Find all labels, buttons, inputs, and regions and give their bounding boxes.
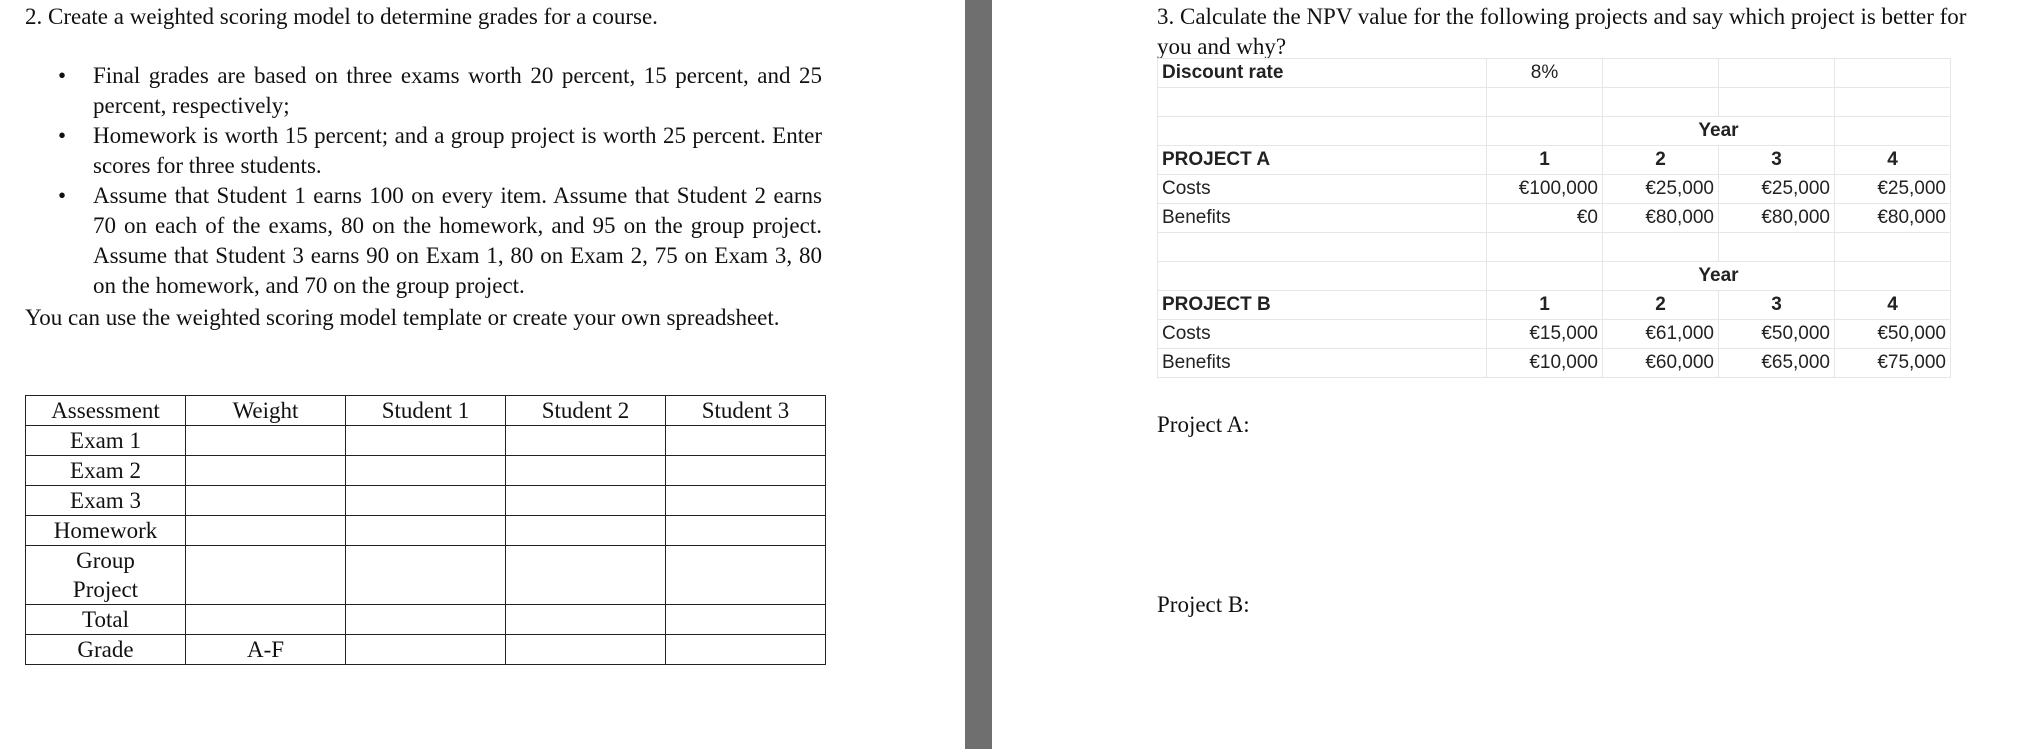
requirements-list — [25, 61, 822, 301]
row-label: Grade — [26, 635, 186, 665]
table-cell — [506, 546, 666, 605]
spreadsheet-cell — [1835, 262, 1951, 291]
table-cell — [506, 486, 666, 516]
project-b-benefits-row — [1158, 349, 1951, 378]
table-header-row — [26, 396, 826, 426]
table-cell — [346, 486, 506, 516]
benefit-value: €60,000 — [1603, 349, 1719, 378]
benefits-label: Benefits — [1158, 204, 1487, 233]
project-a-benefits-row — [1158, 204, 1951, 233]
year-number: 4 — [1835, 291, 1951, 320]
bullet-text: Assume that Student 1 earns 100 on every item. Assume that Student 2 earns 70 on each of the exams, 80 on the homework, and 95 on the group project. Assume that Student 3 earns 90 on Exam 1, 80 on Exam 2, 75 on Exam 3, 80 on the homework, and 70 on the group project. — [93, 183, 822, 298]
benefit-value: €65,000 — [1719, 349, 1835, 378]
spreadsheet-cell — [1158, 117, 1487, 146]
costs-label: Costs — [1158, 320, 1487, 349]
benefit-value: €80,000 — [1835, 204, 1951, 233]
benefit-value: €80,000 — [1603, 204, 1719, 233]
row-label: Exam 1 — [26, 426, 186, 456]
table-cell — [666, 486, 826, 516]
row-label: Total — [26, 605, 186, 635]
project-a-costs-row — [1158, 175, 1951, 204]
header-assessment: Assessment — [26, 396, 186, 426]
row-label: Exam 3 — [26, 486, 186, 516]
spreadsheet-cell — [1487, 117, 1603, 146]
list-item — [25, 121, 822, 181]
project-b-label: PROJECT B — [1158, 291, 1487, 320]
table-cell — [506, 426, 666, 456]
npv-spreadsheet — [1157, 58, 1951, 378]
spreadsheet-cell — [1158, 88, 1487, 117]
cost-value: €100,000 — [1487, 175, 1603, 204]
year-number: 2 — [1603, 146, 1719, 175]
header-student-3: Student 3 — [666, 396, 826, 426]
table-cell — [506, 456, 666, 486]
spacer-row — [1158, 88, 1951, 117]
table-cell — [666, 635, 826, 665]
table-cell — [506, 635, 666, 665]
table-cell — [186, 605, 346, 635]
spreadsheet-cell — [1835, 59, 1951, 88]
weighted-scoring-table — [25, 395, 826, 665]
project-b-answer-label: Project B: — [1157, 592, 1250, 617]
year-label-a: Year — [1603, 117, 1835, 146]
bullet-text: Final grades are based on three exams worth 20 percent, 15 percent, and 25 percent, respectively; — [93, 63, 822, 118]
cost-value: €25,000 — [1719, 175, 1835, 204]
year-number: 4 — [1835, 146, 1951, 175]
table-cell — [346, 605, 506, 635]
year-number: 1 — [1487, 291, 1603, 320]
cost-value: €61,000 — [1603, 320, 1719, 349]
spreadsheet-cell — [1835, 233, 1951, 262]
table-cell — [186, 456, 346, 486]
table-cell — [346, 635, 506, 665]
table-row — [26, 426, 826, 456]
cost-value: €50,000 — [1719, 320, 1835, 349]
spreadsheet-cell — [1835, 117, 1951, 146]
list-item — [25, 61, 822, 121]
spreadsheet-cell — [1603, 233, 1719, 262]
table-cell — [666, 546, 826, 605]
benefits-label: Benefits — [1158, 349, 1487, 378]
costs-label: Costs — [1158, 175, 1487, 204]
row-label: Homework — [26, 516, 186, 546]
table-cell — [346, 516, 506, 546]
row-label-text: Group Project — [72, 548, 139, 602]
table-cell — [666, 426, 826, 456]
spreadsheet-cell — [1487, 262, 1603, 291]
spreadsheet-cell — [1487, 233, 1603, 262]
table-cell — [186, 516, 346, 546]
spreadsheet-cell — [1603, 88, 1719, 117]
discount-row — [1158, 59, 1951, 88]
cost-value: €25,000 — [1835, 175, 1951, 204]
table-cell — [666, 456, 826, 486]
row-label — [26, 546, 186, 605]
header-student-1: Student 1 — [346, 396, 506, 426]
question-3-heading: 3. Calculate the NPV value for the following projects and say which project is better for you and why? — [1157, 4, 1967, 59]
year-number: 1 — [1487, 146, 1603, 175]
spreadsheet-cell — [1719, 59, 1835, 88]
list-item — [25, 181, 822, 301]
table-cell — [186, 486, 346, 516]
bullet-text: Homework is worth 15 percent; and a group project is worth 25 percent. Enter scores for three students. — [93, 123, 822, 178]
left-page — [0, 0, 965, 749]
discount-rate-label: Discount rate — [1158, 59, 1487, 88]
cost-value: €50,000 — [1835, 320, 1951, 349]
project-a-header-row — [1158, 146, 1951, 175]
cost-value: €15,000 — [1487, 320, 1603, 349]
cost-value: €25,000 — [1603, 175, 1719, 204]
table-cell — [346, 456, 506, 486]
question-2-heading: 2. Create a weighted scoring model to determine grades for a course. — [25, 4, 658, 29]
npv-table — [1157, 58, 1951, 378]
bullet-icon: • — [58, 123, 67, 148]
bullet-icon: • — [58, 183, 67, 208]
spreadsheet-cell — [1603, 59, 1719, 88]
spreadsheet-cell — [1158, 233, 1487, 262]
benefit-value: €80,000 — [1719, 204, 1835, 233]
year-number: 3 — [1719, 146, 1835, 175]
table-cell — [186, 426, 346, 456]
right-page — [992, 0, 2042, 749]
template-note: You can use the weighted scoring model template or create your own spreadsheet. — [25, 305, 780, 330]
table-cell: A-F — [186, 635, 346, 665]
project-a-label: PROJECT A — [1158, 146, 1487, 175]
table-cell — [666, 605, 826, 635]
table-row — [26, 546, 826, 605]
table-cell — [186, 546, 346, 605]
header-student-2: Student 2 — [506, 396, 666, 426]
table-cell — [666, 516, 826, 546]
table-cell — [506, 605, 666, 635]
table-cell — [506, 516, 666, 546]
spreadsheet-cell — [1158, 262, 1487, 291]
table-row — [26, 486, 826, 516]
table-cell — [346, 546, 506, 605]
year-number: 3 — [1719, 291, 1835, 320]
benefit-value: €0 — [1487, 204, 1603, 233]
project-b-header-row — [1158, 291, 1951, 320]
benefit-value: €10,000 — [1487, 349, 1603, 378]
page-divider — [965, 0, 992, 749]
spreadsheet-cell — [1487, 88, 1603, 117]
header-weight: Weight — [186, 396, 346, 426]
project-b-costs-row — [1158, 320, 1951, 349]
year-header-row-a — [1158, 117, 1951, 146]
spreadsheet-cell — [1719, 233, 1835, 262]
benefit-value: €75,000 — [1835, 349, 1951, 378]
project-a-answer-label: Project A: — [1157, 412, 1250, 437]
table-cell — [346, 426, 506, 456]
year-label-b: Year — [1603, 262, 1835, 291]
table-row — [26, 635, 826, 665]
year-header-row-b — [1158, 262, 1951, 291]
year-number: 2 — [1603, 291, 1719, 320]
table-row — [26, 605, 826, 635]
spreadsheet-cell — [1835, 88, 1951, 117]
bullet-icon: • — [58, 63, 67, 88]
table-row — [26, 516, 826, 546]
spreadsheet-cell — [1719, 88, 1835, 117]
table-row — [26, 456, 826, 486]
row-label: Exam 2 — [26, 456, 186, 486]
spacer-row — [1158, 233, 1951, 262]
discount-rate-value: 8% — [1487, 59, 1603, 88]
